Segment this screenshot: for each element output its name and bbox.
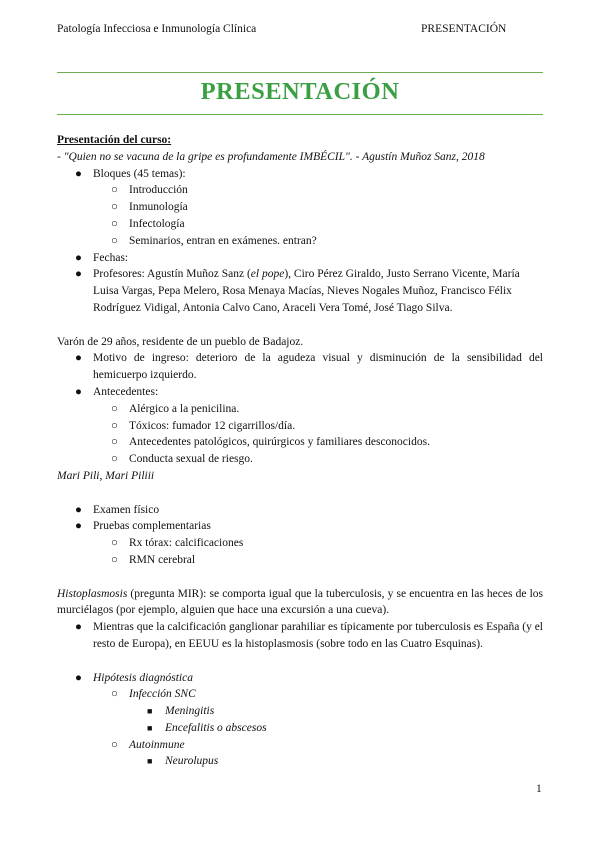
bloque-item: Introducción (129, 184, 188, 197)
pruebas-label: Pruebas complementarias (93, 520, 211, 533)
infeccion-item: Encefalitis o abscesos (165, 721, 267, 734)
circle-bullet-icon: ○ (111, 184, 118, 197)
square-bullet-icon: ■ (147, 706, 153, 717)
fechas-label: Fechas: (93, 251, 129, 264)
circle-bullet-icon: ○ (111, 419, 118, 432)
bloques-list (57, 182, 543, 249)
autoinmune-label: Autoinmune (129, 738, 185, 751)
course-list-cont (57, 250, 543, 317)
spacer (57, 653, 543, 670)
list-item (57, 250, 543, 267)
antecedentes-list (57, 401, 543, 468)
spacer (57, 569, 543, 586)
page-title: PRESENTACIÓN (200, 78, 400, 105)
list-item (57, 199, 543, 216)
circle-bullet-icon: ○ (111, 453, 118, 466)
list-item (57, 434, 543, 451)
pruebas-list (57, 535, 543, 569)
antecedente-item: Tóxicos: fumador 12 cigarrillos/día. (129, 419, 296, 432)
case-note: Mari Pili, Mari Piliii (57, 469, 155, 482)
square-bullet-icon: ■ (147, 756, 153, 767)
circle-bullet-icon: ○ (111, 402, 118, 415)
list-item (57, 266, 543, 316)
bloques-label: Bloques (45 temas): (93, 167, 186, 180)
profesores-rest: ), Ciro Pérez Giraldo, Justo Serrano Vicente, María Luisa Vargas, Pepa Melero, Rosa Menaya Macías, Nieves Nogales Muñoz, Francisco Félix Rodríguez Vidigal, Antonia Calvo Cano, Araceli Vera Tomé, José Tiago Silva. (93, 268, 520, 314)
course-list (57, 166, 543, 183)
list-item (57, 401, 543, 418)
list-item (57, 166, 543, 183)
list-item (57, 182, 543, 199)
infeccion-list (57, 686, 543, 703)
examen-text: Examen físico (93, 503, 160, 516)
circle-bullet-icon: ○ (111, 436, 118, 449)
list-item (57, 418, 543, 435)
autoinmune-items (57, 753, 543, 770)
bloque-item: Infectología (129, 217, 185, 230)
profesores-alias: el pope (250, 268, 285, 281)
list-item (57, 216, 543, 233)
list-item (57, 552, 543, 569)
infeccion-items (57, 703, 543, 737)
autoinmune-item: Neurolupus (165, 755, 219, 768)
antecedente-item: Alérgico a la penicilina. (129, 402, 240, 415)
hipotesis-label: Hipótesis diagnóstica (93, 671, 193, 684)
bullet-icon: ● (75, 167, 82, 180)
bloque-item: Inmunología (129, 201, 188, 214)
circle-bullet-icon: ○ (111, 688, 118, 701)
circle-bullet-icon: ○ (111, 553, 118, 566)
circle-bullet-icon: ○ (111, 234, 118, 247)
hipotesis-list (57, 670, 543, 687)
circle-bullet-icon: ○ (111, 738, 118, 751)
running-header-right: PRESENTACIÓN (421, 23, 507, 35)
bullet-icon: ● (75, 385, 82, 398)
antecedente-item: Antecedentes patológicos, quirúrgicos y familiares desconocidos. (129, 436, 430, 449)
circle-bullet-icon: ○ (111, 217, 118, 230)
prueba-item: Rx tórax: calcificaciones (129, 537, 244, 550)
histo-term: Histoplasmosis (57, 587, 128, 600)
antecedentes-label: Antecedentes: (93, 385, 159, 398)
bullet-icon: ● (75, 671, 82, 684)
list-item (57, 518, 543, 535)
prueba-item: RMN cerebral (129, 553, 196, 566)
bullet-icon: ● (75, 352, 82, 365)
circle-bullet-icon: ○ (111, 201, 118, 214)
quote-line (57, 149, 543, 166)
list-item (57, 350, 543, 384)
square-bullet-icon: ■ (147, 722, 153, 733)
list-item (57, 737, 543, 754)
bullet-icon: ● (75, 251, 82, 264)
histo-text: (pregunta MIR): se comporta igual que la tuberculosis, y se encuentra en las heces de los murciélagos (por ejemplo, alguien que hace una excursión a una cueva). (57, 587, 543, 617)
case-list (57, 350, 543, 400)
bullet-icon: ● (75, 268, 82, 281)
bloque-item: Seminarios, entran en exámenes. entran? (129, 234, 317, 247)
antecedente-item: Conducta sexual de riesgo. (129, 453, 253, 466)
list-item (57, 686, 543, 703)
motivo-text: Motivo de ingreso: deterioro de la agudeza visual y disminución de la sensibilidad del hemicuerpo izquierdo. (93, 352, 543, 382)
list-item (57, 451, 543, 468)
bullet-icon: ● (75, 520, 82, 533)
profesores-prefix: Profesores: Agustín Muñoz Sanz ( (93, 268, 251, 281)
list-item (57, 384, 543, 401)
exam-list (57, 502, 543, 536)
running-header-left: Patología Infecciosa e Inmunología Clínica (57, 23, 257, 35)
spacer (57, 485, 543, 502)
quote-text: "Quien no se vacuna de la gripe es profundamente IMBÉCIL". - Agustín Muñoz Sanz, 2018 (63, 150, 485, 163)
bullet-icon: ● (75, 503, 82, 516)
case-intro: Varón de 29 años, residente de un pueblo de Badajoz. (57, 335, 304, 348)
circle-bullet-icon: ○ (111, 537, 118, 550)
histo-list (57, 619, 543, 653)
list-item (57, 670, 543, 687)
list-item (57, 703, 543, 720)
title-rule-bottom (57, 114, 543, 115)
quote-prefix: - (57, 150, 64, 163)
list-item (57, 233, 543, 250)
list-item (57, 720, 543, 737)
spacer (57, 317, 543, 334)
title-rule-top (57, 72, 543, 73)
list-item (57, 753, 543, 770)
histo-paragraph (57, 586, 543, 620)
autoinmune-list (57, 737, 543, 754)
bullet-icon: ● (75, 621, 82, 634)
profesores-text (93, 268, 520, 314)
infeccion-item: Meningitis (165, 705, 215, 718)
list-item (57, 535, 543, 552)
page-number: 1 (536, 783, 542, 795)
histo-bullet: Mientras que la calcificación ganglionar parahiliar es típicamente por tuberculosis es España (y el resto de Europa), en EEUU es la histoplasmosis (sobre todo en las Cuatro Esquinas). (93, 621, 543, 650)
list-item (57, 502, 543, 519)
list-item (57, 619, 543, 653)
infeccion-label: Infección SNC (129, 688, 196, 701)
document-body (57, 132, 543, 770)
course-heading: Presentación del curso: (57, 134, 172, 146)
